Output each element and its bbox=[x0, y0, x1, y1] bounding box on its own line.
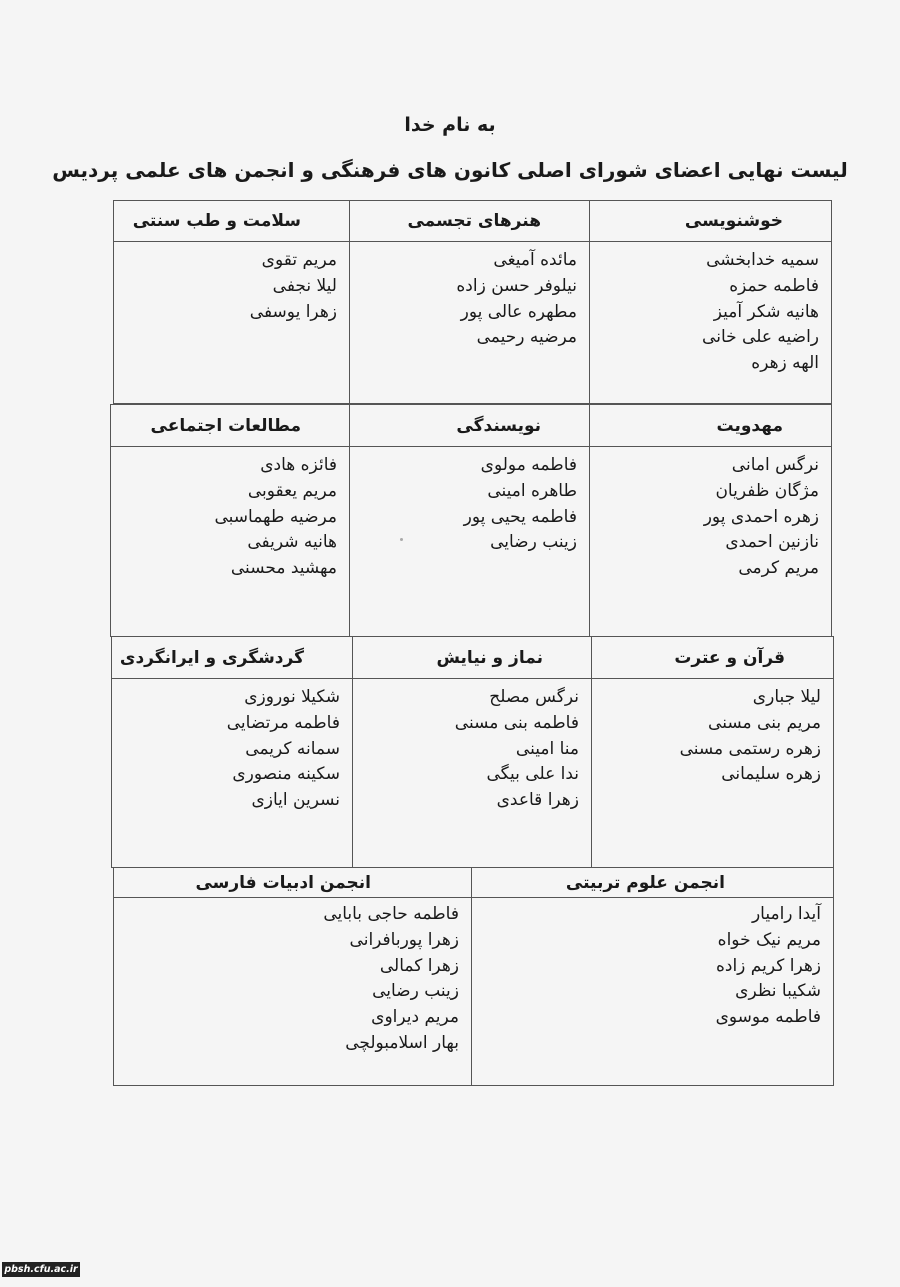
member-name: زهرا پوربافرانی bbox=[349, 929, 459, 950]
group-title: نویسندگی bbox=[350, 405, 590, 447]
member-name: زینب رضایی bbox=[372, 981, 459, 1002]
group-title: سلامت و طب سنتی bbox=[114, 201, 350, 242]
member-name: مریم تقوی bbox=[261, 250, 337, 270]
member-name: نسرین ایازی bbox=[251, 790, 340, 811]
member-name: نازنین احمدی bbox=[725, 532, 819, 553]
member-name: زهره احمدی پور bbox=[703, 506, 819, 527]
member-name: راضیه علی خانی bbox=[702, 327, 819, 348]
group-title: انجمن ادبیات فارسی bbox=[114, 868, 472, 898]
group-title: گردشگری و ایرانگردی bbox=[112, 637, 353, 679]
group-title: نماز و نیایش bbox=[353, 637, 592, 679]
member-name: مریم دیراوی bbox=[371, 1007, 459, 1028]
member-name: مژگان ظفریان bbox=[715, 480, 819, 501]
member-name: فاطمه موسوی bbox=[715, 1007, 821, 1028]
member-name: بهار اسلامبولچی bbox=[345, 1032, 459, 1053]
council-table-2 bbox=[110, 404, 832, 637]
member-name: شکیلا نوروزی bbox=[244, 687, 340, 707]
site-watermark: pbsh.cfu.ac.ir bbox=[2, 1262, 80, 1277]
member-list bbox=[472, 898, 834, 1086]
council-table-3 bbox=[111, 636, 834, 868]
member-name: زهرا کمالی bbox=[379, 955, 459, 976]
group-title: مهدویت bbox=[590, 405, 832, 447]
member-name: طاهره امینی bbox=[487, 480, 577, 501]
council-table-4 bbox=[113, 867, 834, 1086]
member-name: مطهره عالی پور bbox=[460, 301, 577, 322]
member-name: زهره سلیمانی bbox=[721, 764, 821, 785]
member-name: سمیه خدابخشی bbox=[706, 250, 819, 270]
member-name: زهرا یوسفی bbox=[249, 301, 337, 322]
member-name: مریم یعقوبی bbox=[247, 480, 337, 501]
scan-speck bbox=[400, 538, 403, 541]
member-list bbox=[112, 679, 353, 868]
group-title: مطالعات اجتماعی bbox=[111, 405, 350, 447]
member-list bbox=[590, 447, 832, 637]
group-title: خوشنویسی bbox=[590, 201, 832, 242]
member-name: نرگس مصلح bbox=[489, 687, 579, 707]
member-name: فاطمه حمزه bbox=[729, 275, 819, 296]
member-list bbox=[353, 679, 592, 868]
basmala-heading: به نام خدا bbox=[404, 114, 496, 136]
member-name: شکیبا نظری bbox=[735, 981, 821, 1002]
member-name: مریم کرمی bbox=[738, 558, 819, 579]
member-name: مریم نیک خواه bbox=[717, 929, 821, 950]
member-name: سکینه منصوری bbox=[232, 764, 340, 785]
group-title: انجمن علوم تربیتی bbox=[472, 868, 834, 898]
member-name: سمانه کریمی bbox=[245, 738, 340, 759]
member-list bbox=[590, 242, 832, 404]
group-title: هنرهای تجسمی bbox=[350, 201, 590, 242]
member-name: نیلوفر حسن زاده bbox=[456, 275, 577, 296]
member-name: لیلا نجفی bbox=[272, 275, 337, 296]
member-list bbox=[350, 242, 590, 404]
council-table-1 bbox=[113, 200, 832, 404]
group-title: قرآن و عترت bbox=[592, 637, 834, 679]
member-name: فاطمه مولوی bbox=[480, 455, 577, 475]
member-name: زهره رستمی مسنی bbox=[679, 738, 821, 759]
member-name: فاطمه بنی مسنی bbox=[454, 712, 579, 733]
document-title: لیست نهایی اعضای شورای اصلی کانون های فرهنگی و انجمن های علمی پردیس bbox=[52, 158, 848, 182]
member-name: منا امینی bbox=[515, 738, 579, 759]
member-name: ندا علی بیگی bbox=[486, 764, 579, 785]
member-list bbox=[592, 679, 834, 868]
member-name: مرضیه طهماسبی bbox=[214, 506, 337, 527]
member-name: فاطمه یحیی پور bbox=[463, 506, 577, 527]
member-list bbox=[114, 242, 350, 404]
member-name: الهه زهره bbox=[751, 353, 819, 374]
member-name: هانیه شکر آمیز bbox=[713, 301, 819, 322]
member-name: لیلا جباری bbox=[752, 687, 821, 707]
member-name: مائده آمیغی bbox=[493, 250, 577, 270]
member-name: فائزه هادی bbox=[260, 455, 337, 475]
member-list bbox=[350, 447, 590, 637]
member-name: مهشید محسنی bbox=[230, 558, 337, 579]
member-list bbox=[111, 447, 350, 637]
member-name: زینب رضایی bbox=[490, 532, 577, 553]
member-name: آیدا رامیار bbox=[751, 904, 821, 924]
member-name: فاطمه حاجی بابایی bbox=[323, 904, 459, 924]
member-name: زهرا قاعدی bbox=[496, 790, 579, 811]
member-name: فاطمه مرتضایی bbox=[226, 712, 340, 733]
member-name: نرگس امانی bbox=[731, 455, 819, 475]
member-name: زهرا کریم زاده bbox=[715, 955, 821, 976]
member-list bbox=[114, 898, 472, 1086]
member-name: هانیه شریفی bbox=[247, 532, 337, 553]
member-name: مرضیه رحیمی bbox=[476, 327, 577, 348]
member-name: مریم بنی مسنی bbox=[708, 712, 821, 733]
